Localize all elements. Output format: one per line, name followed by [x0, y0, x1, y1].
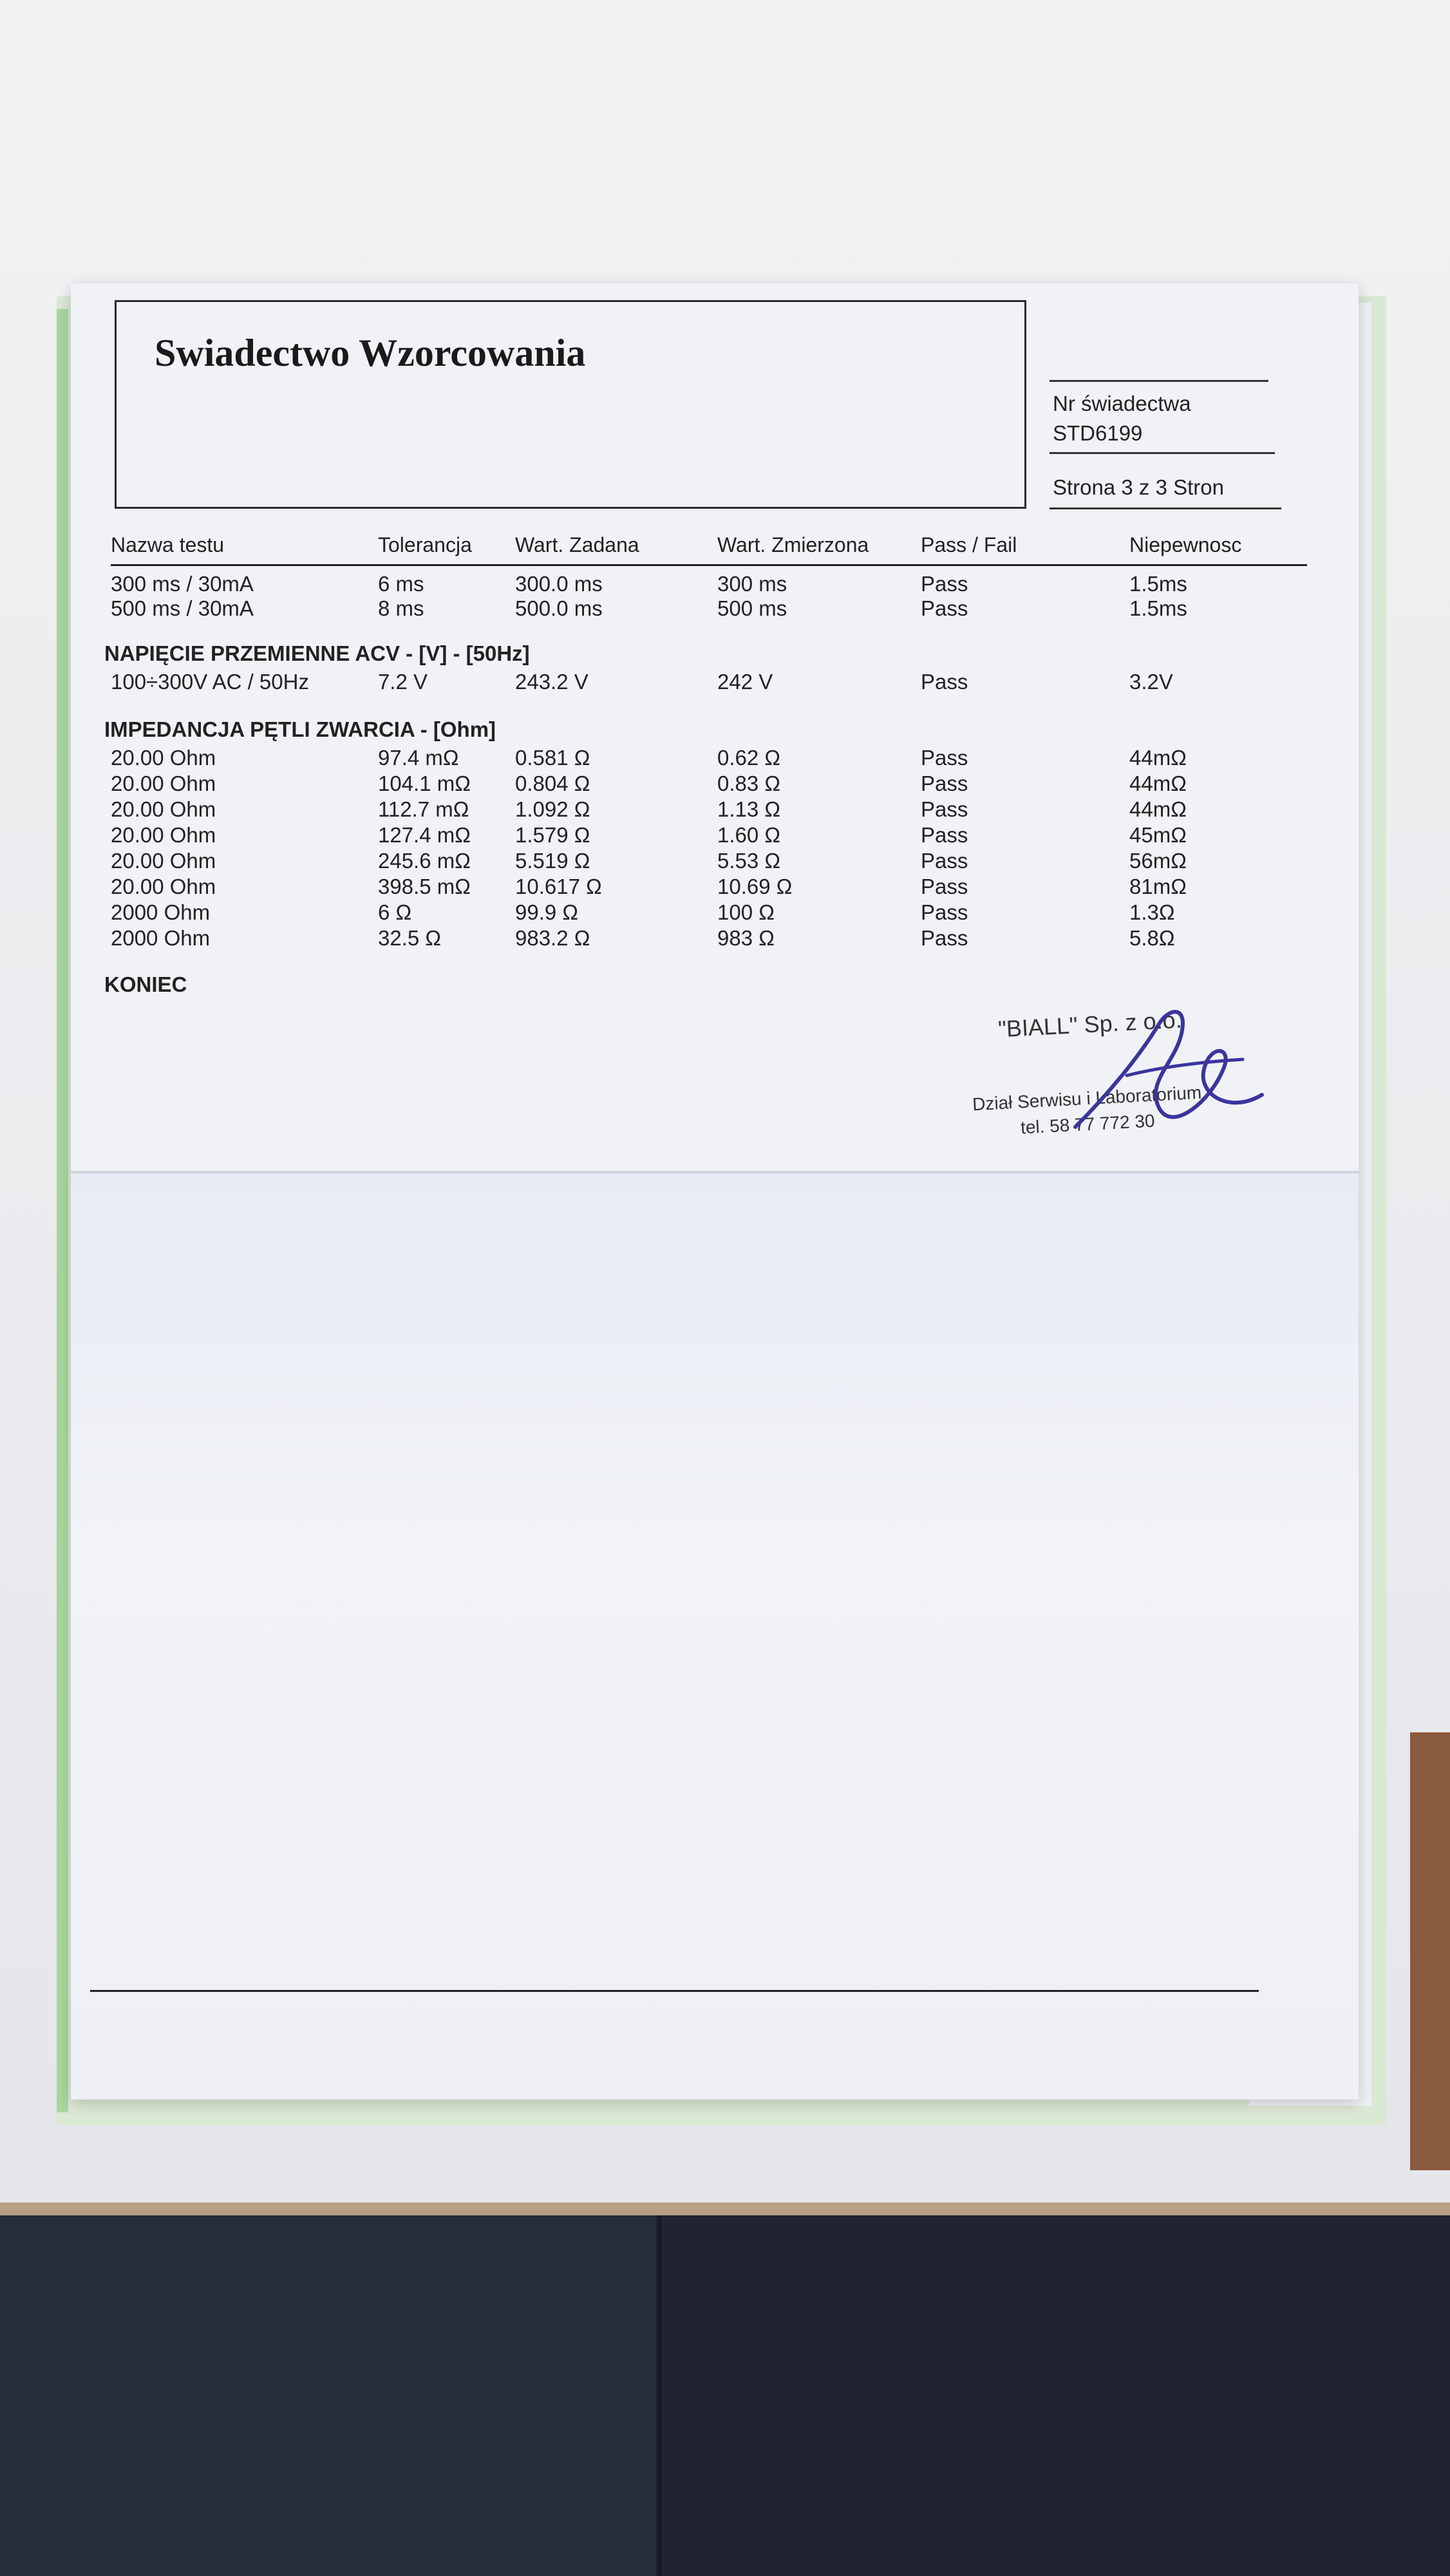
signature-icon	[1050, 998, 1281, 1146]
table-row	[111, 746, 1307, 770]
table-cell: 1.092 Ω	[515, 797, 590, 821]
table-cell: 245.6 mΩ	[378, 849, 471, 873]
column-header: Nazwa testu	[111, 533, 225, 556]
meta-rule	[1050, 380, 1268, 382]
acv-section-heading: NAPIĘCIE PRZEMIENNE ACV - [V] - [50Hz]	[104, 641, 530, 665]
table-cell: Pass	[921, 596, 968, 620]
table-cell: 1.579 Ω	[515, 823, 590, 847]
table-cell: 100 Ω	[717, 900, 775, 924]
table-cell: 300.0 ms	[515, 572, 603, 596]
certificate-number-label: Nr świadectwa	[1053, 392, 1191, 415]
table-cell: 8 ms	[378, 596, 424, 620]
fold-line	[71, 1171, 1359, 1173]
table-cell: 6 Ω	[378, 900, 412, 924]
table-cell: 398.5 mΩ	[378, 875, 471, 898]
table-row	[111, 572, 1307, 596]
table-cell: 127.4 mΩ	[378, 823, 471, 847]
table-cell: 5.519 Ω	[515, 849, 590, 873]
table-row	[111, 926, 1307, 951]
table-cell: 300 ms	[717, 572, 787, 596]
certificate-page	[71, 283, 1359, 2099]
table-cell: 10.69 Ω	[717, 875, 793, 898]
table-cell: 0.804 Ω	[515, 772, 590, 795]
table-cell: Pass	[921, 572, 968, 596]
table-cell: 112.7 mΩ	[378, 797, 469, 821]
table-cell: 97.4 mΩ	[378, 746, 459, 770]
loop-section-heading: IMPEDANCJA PĘTLI ZWARCIA - [Ohm]	[104, 717, 496, 741]
document-title: Swiadectwo Wzorcowania	[155, 332, 586, 374]
stamp-phone: tel. 58 77 772 30	[1020, 1110, 1156, 1138]
column-header: Niepewnosc	[1129, 533, 1242, 556]
table-cell: 45mΩ	[1129, 823, 1187, 847]
table-cell: 0.83 Ω	[717, 772, 781, 795]
table-cell: 243.2 V	[515, 670, 588, 694]
table-cell: 1.60 Ω	[717, 823, 781, 847]
table-cell: 10.617 Ω	[515, 875, 602, 898]
table-cell: Pass	[921, 823, 968, 847]
table-cell: 44mΩ	[1129, 797, 1187, 821]
table-cell: 7.2 V	[378, 670, 428, 694]
column-header: Wart. Zadana	[515, 533, 639, 556]
table-cell: 20.00 Ohm	[111, 875, 216, 898]
page-lower-fold	[71, 1172, 1359, 2099]
table-cell: Pass	[921, 746, 968, 770]
table-cell: 1.13 Ω	[717, 797, 781, 821]
table-cell: 104.1 mΩ	[378, 772, 471, 795]
table-cell: 500 ms	[717, 596, 787, 620]
column-header: Tolerancja	[378, 533, 472, 556]
meta-rule	[1050, 452, 1275, 454]
table-cell: 20.00 Ohm	[111, 746, 216, 770]
table-row	[111, 823, 1307, 848]
table-cell: 242 V	[717, 670, 773, 694]
table-cell: 32.5 Ω	[378, 926, 442, 950]
table-cell: 99.9 Ω	[515, 900, 579, 924]
table-cell: 983.2 Ω	[515, 926, 590, 950]
column-header: Wart. Zmierzona	[717, 533, 869, 556]
table-cell: 20.00 Ohm	[111, 797, 216, 821]
table-cell: 500.0 ms	[515, 596, 603, 620]
table-cell: 0.581 Ω	[515, 746, 590, 770]
table-cell: 100÷300V AC / 50Hz	[111, 670, 309, 694]
table-cell: 1.3Ω	[1129, 900, 1175, 924]
table-cell: 3.2V	[1129, 670, 1173, 694]
table-row	[111, 772, 1307, 796]
table-cell: Pass	[921, 670, 968, 694]
table-cell: Pass	[921, 926, 968, 950]
stamp-department: Dział Serwisu i Laboratorium	[972, 1082, 1202, 1115]
meta-rule	[1050, 507, 1281, 509]
table-cell: Pass	[921, 797, 968, 821]
table-cell: 20.00 Ohm	[111, 772, 216, 795]
table-cell: 44mΩ	[1129, 746, 1187, 770]
table-header	[111, 533, 1307, 566]
table-cell: 5.53 Ω	[717, 849, 781, 873]
stamp-company: "BIALL" Sp. z o.o.	[997, 1006, 1183, 1043]
table-cell: Pass	[921, 772, 968, 795]
table-cell: 56mΩ	[1129, 849, 1187, 873]
table-cell: 2000 Ohm	[111, 926, 211, 950]
bottom-rule	[90, 1990, 1259, 1992]
table-cell: 300 ms / 30mA	[111, 572, 254, 596]
table-cell: 0.62 Ω	[717, 746, 781, 770]
column-header: Pass / Fail	[921, 533, 1017, 556]
table-row	[111, 670, 1307, 694]
table-row	[111, 797, 1307, 822]
table-cell: 500 ms / 30mA	[111, 596, 254, 620]
table-cell: Pass	[921, 875, 968, 898]
table-cell: 6 ms	[378, 572, 424, 596]
table-row	[111, 875, 1307, 899]
certificate-number: STD6199	[1053, 421, 1143, 445]
table-cell: 20.00 Ohm	[111, 849, 216, 873]
table-cell: Pass	[921, 900, 968, 924]
table-row	[111, 596, 1307, 621]
table-row	[111, 900, 1307, 925]
wooden-edge	[1410, 1732, 1450, 2170]
pants-left-leg	[0, 2215, 662, 2576]
table-cell: 20.00 Ohm	[111, 823, 216, 847]
page-info: Strona 3 z 3 Stron	[1053, 475, 1224, 499]
table-cell: 2000 Ohm	[111, 900, 211, 924]
green-sheet-edge	[57, 309, 68, 2112]
end-label: KONIEC	[104, 972, 187, 996]
table-cell: 983 Ω	[717, 926, 775, 950]
table-cell: 1.5ms	[1129, 596, 1187, 620]
table-cell: 5.8Ω	[1129, 926, 1175, 950]
table-cell: 81mΩ	[1129, 875, 1187, 898]
table-cell: Pass	[921, 849, 968, 873]
table-cell: 1.5ms	[1129, 572, 1187, 596]
table-row	[111, 849, 1307, 873]
table-cell: 44mΩ	[1129, 772, 1187, 795]
